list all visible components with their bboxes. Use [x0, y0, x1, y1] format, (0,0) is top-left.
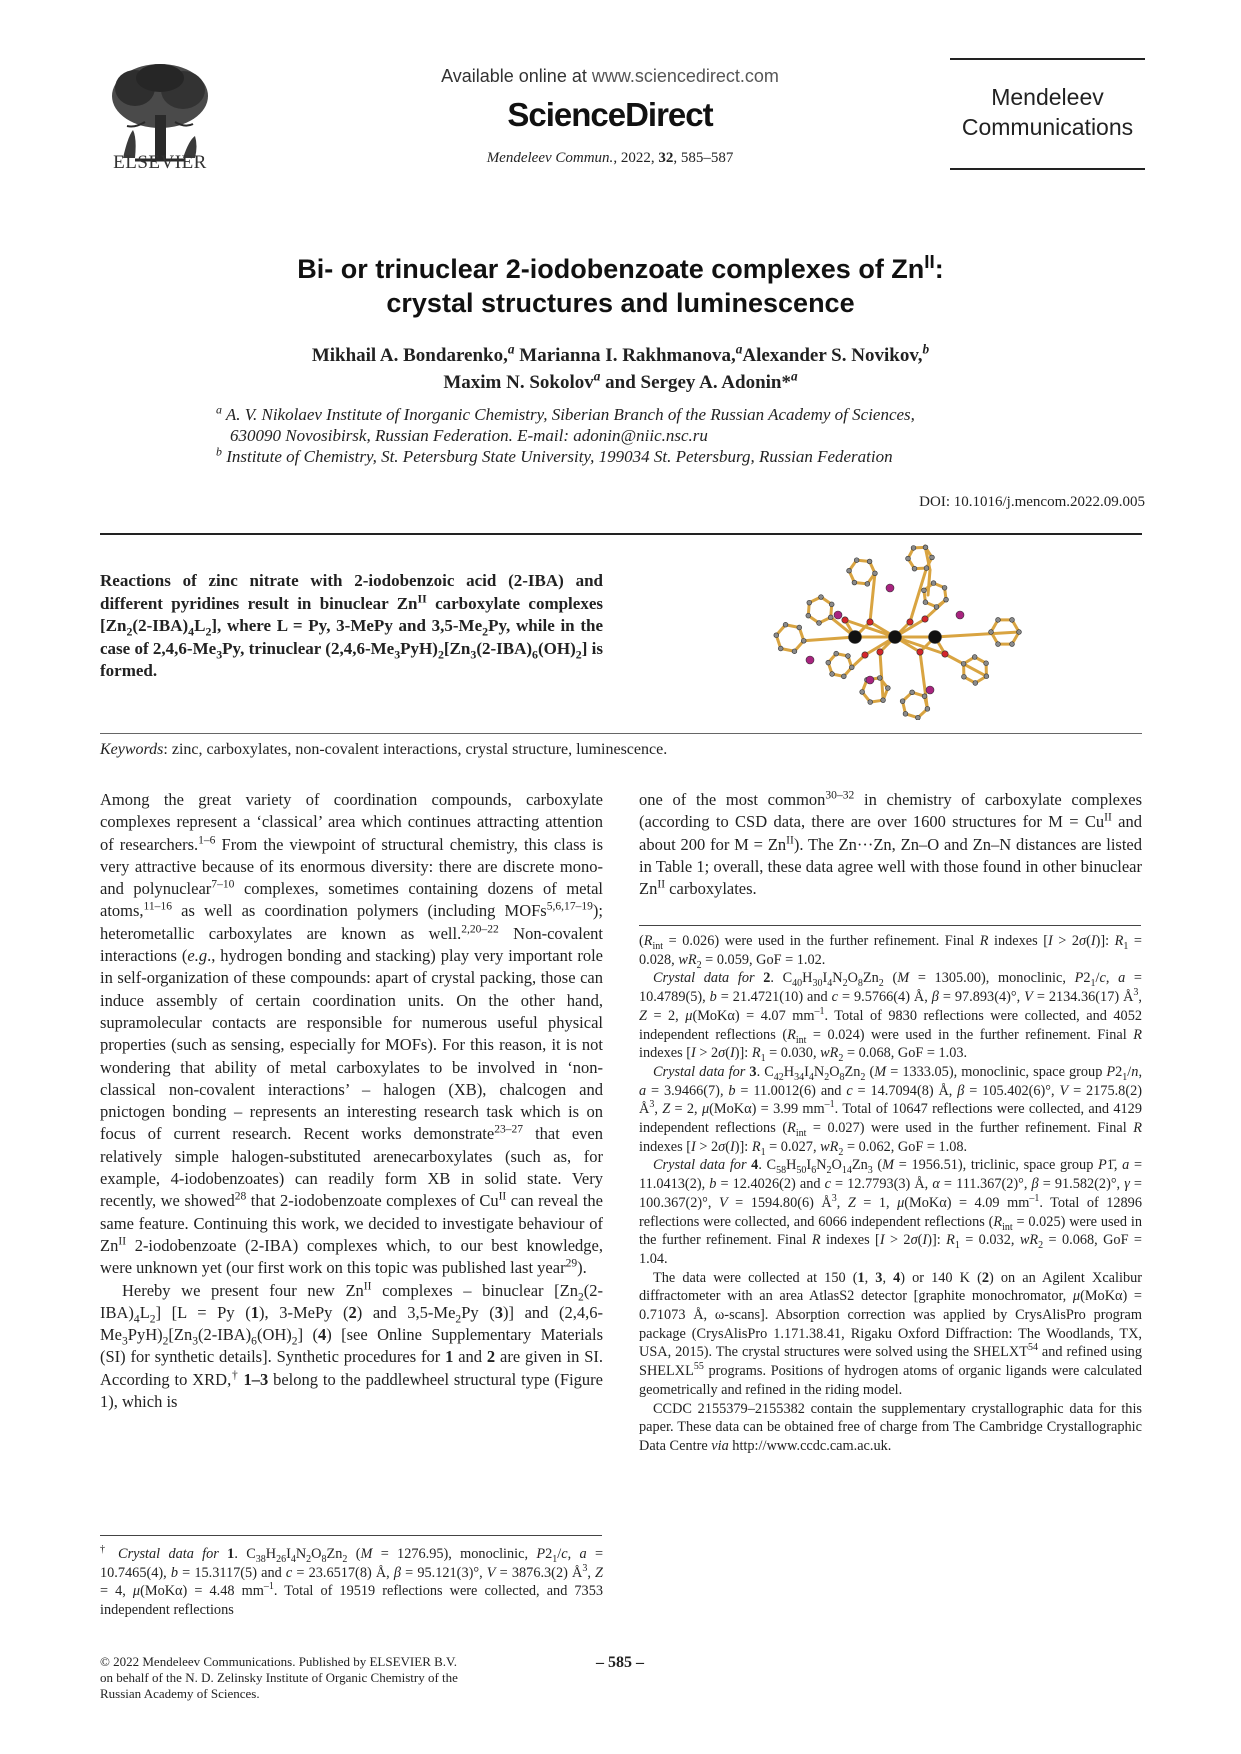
- copyright-line1: © 2022 Mendeleev Communications. Published by ELSEVIER B.V.: [100, 1654, 458, 1669]
- carbon-atom: [900, 699, 905, 704]
- zinc-atom: [849, 631, 862, 644]
- iodine-atom: [834, 611, 842, 619]
- carbon-atom: [910, 690, 915, 695]
- copyright-line3: Russian Academy of Sciences.: [100, 1686, 260, 1701]
- journal-name-line1: Mendeleev: [991, 84, 1104, 110]
- footnote-crystal-data-continued: [639, 932, 1142, 1456]
- carbon-atom: [984, 674, 989, 679]
- carbon-atom: [922, 694, 927, 699]
- oxygen-atom: [842, 617, 848, 623]
- title-line1: Bi- or trinuclear 2-iodobenzoate complexes of Zn: [297, 254, 925, 284]
- abstract-summary: Reactions of zinc nitrate with 2-iodobenzoic acid (2-IBA) and different pyridines result in binuclear $Zn^{II}$ carboxylate complexes $[Zn_2(2-IBA)_4L_2]$, where L = Py, 3-MePy and $3,5-Me_2Py$, while in the case of $2,4,6-Me_3Py$, trinuclear $(2,4,6-Me_3PyH)_2[Zn_3(2-IBA)_6(OH)_2]$ is formed.: [100, 571, 603, 680]
- molecule-atoms: [774, 545, 1022, 720]
- sciencedirect-url[interactable]: www.sciencedirect.com: [591, 66, 779, 86]
- paragraph: one of the most common$^{30-32}$ in chemistry of carboxylate complexes (according to CSD data, there are over 1600 structures for $M = Cu^{II}$ and about 200 for $M = Zn^{II}$). The Zn···Zn, Zn–O and Zn–N distances are listed in Table 1; overall, these data agree well with those found in other binuclear $Zn^{II}$ carboxylates.: [639, 789, 1143, 899]
- affiliation-mark: a: [216, 402, 222, 417]
- carbon-atom: [961, 674, 966, 679]
- carbon-atom: [984, 661, 989, 666]
- carbon-atom: [1017, 630, 1022, 635]
- carbon-atom: [930, 555, 935, 560]
- oxygen-atom: [942, 651, 948, 657]
- author-affiliation-mark: a: [593, 368, 601, 384]
- available-online-line: [380, 66, 840, 87]
- carbon-atom: [944, 597, 949, 602]
- author-affiliation-mark: a: [791, 368, 798, 384]
- carbon-atom: [925, 706, 930, 711]
- title-line2: crystal structures and luminescence: [386, 288, 855, 318]
- carbon-atom: [846, 654, 851, 659]
- footnote-paragraph: The data were collected at 150 (1, 3, 4) or 140 K (2) on an Agilent Xcalibur diffractometer with an area AtlasS2 detector [graphite monochromator, μ(MoKα) = 0.71073 Å, ω-scans]. Absorption correction was applied by CrysAlisPro program package (CrysAlisPro 1.171.38.41, Rigaku Oxford Diffraction: The Woodlands, TX, USA, 2015). The crystal structures were solved using the SHELXT$^{54}$ and refined using SHELXL$^{55}$ programs. Positions of hydrogen atoms of organic ligands were calculated geometrically and refined in the riding model.: [639, 1269, 1143, 1398]
- carbon-atom: [828, 615, 833, 620]
- author-list: [200, 342, 1041, 396]
- carbon-atom: [865, 581, 870, 586]
- carbon-atom: [996, 617, 1001, 622]
- bond: [804, 637, 855, 641]
- carbon-atom: [792, 649, 797, 654]
- carbon-atom: [826, 660, 831, 665]
- carbon-atom: [961, 661, 966, 666]
- author-name: Marianna I. Rakhmanova,: [519, 345, 736, 366]
- divider: [100, 733, 1142, 734]
- available-online-text: Available online at: [441, 66, 587, 86]
- copyright-notice: [100, 1654, 550, 1702]
- carbon-atom: [774, 633, 779, 638]
- iodine-atom: [956, 611, 964, 619]
- keywords: [100, 741, 1142, 759]
- title-superscript: II: [924, 252, 935, 273]
- footnote-crystal-data-1: [100, 1545, 603, 1620]
- footnote-divider: [100, 1535, 602, 1536]
- iodine-atom: [926, 686, 934, 694]
- zinc-atom: [929, 631, 942, 644]
- carbon-atom: [868, 700, 873, 705]
- affiliation-a-line1: A. V. Nikolaev Institute of Inorganic Chemistry, Siberian Branch of the Russian Academy of Sciences,: [225, 405, 915, 424]
- title-colon: :: [934, 254, 944, 284]
- oxygen-atom: [922, 616, 928, 622]
- carbon-atom: [915, 715, 920, 720]
- citation-journal: Mendeleev Commun.: [486, 150, 614, 166]
- oxygen-atom: [877, 649, 883, 655]
- carbon-atom: [806, 613, 811, 618]
- carbon-atom: [849, 665, 854, 670]
- divider: [100, 533, 1142, 535]
- carbon-atom: [931, 581, 936, 586]
- carbon-atom: [903, 711, 908, 716]
- carbon-atom: [885, 686, 890, 691]
- carbon-atom: [860, 690, 865, 695]
- sciencedirect-logo: ScienceDirect: [507, 96, 713, 133]
- carbon-atom: [830, 672, 835, 677]
- affiliation-b-line1: Institute of Chemistry, St. Petersburg State University, 199034 St. Petersburg, Russian Federation: [226, 447, 893, 466]
- journal-name: [950, 82, 1145, 142]
- oxygen-atom: [867, 619, 873, 625]
- carbon-atom: [934, 605, 939, 610]
- affiliation-mark: b: [216, 444, 222, 459]
- carbon-atom: [854, 558, 859, 563]
- author-affiliation-mark: a: [507, 341, 515, 357]
- carbon-atom: [911, 546, 916, 551]
- article-title: [200, 252, 1041, 320]
- zinc-atom: [889, 631, 902, 644]
- carbon-atom: [819, 595, 824, 600]
- bond: [928, 570, 930, 595]
- carbon-atom: [923, 600, 928, 605]
- keywords-label: Keywords: [100, 741, 164, 758]
- oxygen-atom: [907, 619, 913, 625]
- carbon-atom: [817, 621, 822, 626]
- footnote-paragraph: CCDC 2155379–2155382 contain the supplementary crystallographic data for this paper. These data can be obtained free of charge from The Cambridge Crystallographic Data Centre via http://www.ccdc.cam.ac.uk.: [639, 1400, 1142, 1454]
- author-name: and Sergey A. Adonin*: [605, 372, 791, 393]
- carbon-atom: [829, 602, 834, 607]
- body-text-left: [100, 789, 603, 1413]
- molecular-structure-figure: [750, 540, 1050, 720]
- footnote-paragraph: Crystal data for 3. $C_{42}H_{34}I_4N_2O_8Zn_2$ (M = 1333.05), monoclinic, space group $P2_1/n$, a = 3.9466(7), b = 11.0012(6) and c = 14.7094(8) Å, β = 105.402(6)°, V = 2175.8(2) $Å^3$, Z = 2, μ(MoKα) = 3.99 $mm^{-1}$. Total of 10647 reflections were collected, and 4129 independent reflections $(R_{int} = 0.027)$ were used in the further refinement. Final R indexes [I > 2σ(I)]: $R_1 = 0.027$, $wR_2 = 0.062$, GoF = 1.08.: [639, 1063, 1143, 1158]
- author-name: Mikhail A. Bondarenko,: [311, 345, 508, 366]
- footnote-paragraph: Crystal data for 2. $C_{40}H_{30}I_4N_2O_8Zn_2$ (M = 1305.00), monoclinic, $P2_1/c$, a = 10.4789(5), b = 21.4721(10) and c = 9.5766(4) Å, β = 97.893(4)°, V = 2134.36(17) $Å^3$, Z = 2, μ(MoKα) = 4.07 $mm^{-1}$. Total of 9830 reflections were collected, and 4052 independent reflections $(R_{int} = 0.024)$ were used in the further refinement. Final R indexes [I > 2σ(I)]: $R_1 = 0.030$, $wR_2 = 0.068$, GoF = 1.03.: [639, 970, 1142, 1065]
- iodine-atom: [886, 584, 894, 592]
- footnote-paragraph: $(R_{int} = 0.026)$ were used in the further refinement. Final R indexes [I > 2σ(I)]: $R_1 = 0.028$, $wR_2 = 0.059$, GoF = 1.02.: [639, 933, 1142, 971]
- journal-name-line2: Communications: [961, 114, 1134, 140]
- affiliation-a-line2: 630090 Novosibirsk, Russian Federation. E-mail: adonin@niic.nsc.ru: [230, 426, 708, 445]
- carbon-atom: [877, 676, 882, 681]
- author-affiliation-mark: a: [735, 341, 743, 357]
- paragraph: Hereby we present four new $Zn^{II}$ complexes – binuclear $[Zn_2(2-IBA)_4L_2] [L = Py$ (1), 3-MePy (2) and $3,5-Me_2Py$ (3)] and $(2,4,6-Me_3PyH)_2[Zn_3(2-IBA)_6(OH)_2]$ (4) [see Online Supplementary Materials (SI) for synthetic details]. Synthetic procedures for 1 and 2 are given in SI. According to XRD,† 1–3 belong to the paddlewheel structural type (Figure 1), which is: [100, 1280, 604, 1412]
- carbon-atom: [973, 681, 978, 686]
- carbon-atom: [841, 674, 846, 679]
- publisher-name: ELSEVIER: [113, 152, 207, 173]
- carbon-atom: [797, 625, 802, 630]
- citation-year: , 2022,: [613, 150, 659, 166]
- footnote-paragraph: † Crystal data for 1. $C_{38}H_{26}I_4N_2O_8Zn_2$ (M = 1276.95), monoclinic, $P2_1/c$, a = 10.7465(4), b = 15.3117(5) and c = 23.6517(8) Å, β = 95.121(3)°, V = 3876.3(2) $Å^3$, Z = 4, μ(MoKα) = 4.48 $mm^{-1}$. Total of 19519 reflections were collected, and 7353 independent reflections: [100, 1544, 604, 1619]
- carbon-atom: [972, 655, 977, 660]
- oxygen-atom: [862, 652, 868, 658]
- footnote-divider: [639, 925, 1141, 926]
- page-number: – 585 –: [596, 1654, 644, 1671]
- carbon-atom: [923, 545, 928, 550]
- doi[interactable]: DOI: 10.1016/j.mencom.2022.09.005: [919, 494, 1145, 510]
- carbon-atom: [922, 588, 927, 593]
- carbon-atom: [847, 568, 852, 573]
- carbon-atom: [801, 638, 806, 643]
- carbon-atom: [924, 566, 929, 571]
- carbon-atom: [942, 585, 947, 590]
- paragraph: Among the great variety of coordination compounds, carboxylate complexes represent a ‘classical’ area which continues attracting attention of researchers.$^{1-6}$ From the viewpoint of structural chemistry, this class is very attractive because of its enormous diversity: there are discrete mono- and polynuclear$^{7-10}$ complexes, sometimes containing dozens of metal atoms,$^{11-16}$ as well as coordination polymers (including MOFs$^{5,6,17-19}$); heterometallic carboxylates are known as well.$^{2,20-22}$ Non-covalent interactions (e.g., hydrogen bonding and stacking) play very important role in self-organization of these compounds: apart of crystal packing, those can induce assembly of certain coordination units. On the other hand, supramolecular contacts are responsible for numerous useful physical properties (such as sensing, especially for MOFs). For this reason, it is not wondering that ability of metal carboxylates to be involved in ‘non-classical non-covalent interactions’ – halogen (XB), chalcogen and pnictogen bonding – represents an interesting research task which is on focus of current research. Recent works demonstrate$^{23-27}$ that even relatively simple halogen-substituted arenecarboxylates (such as, for example, 4-iodobenzoates) can readily form XB in solid state. Very recently, we showed$^{28}$ that 2-iodobenzoate complexes of $Cu^{II}$ can reveal the same feature. Continuing this work, we decided to investigate behaviour of $Zn^{II}$ 2-iodobenzoate (2-IBA) complexes which, to our best knowledge, were unknown yet (our first work on this topic was published last year$^{29}$).: [100, 790, 604, 1278]
- carbon-atom: [1010, 642, 1015, 647]
- carbon-atom: [906, 556, 911, 561]
- affiliation-a: [216, 404, 1066, 446]
- citation-volume: 32: [658, 150, 674, 166]
- carbon-atom: [912, 566, 917, 571]
- carbon-atom: [852, 580, 857, 585]
- copyright-line2: on behalf of the N. D. Zelinsky Institute of Organic Chemistry of the: [100, 1670, 458, 1685]
- carbon-atom: [873, 571, 878, 576]
- carbon-atom: [996, 642, 1001, 647]
- iodine-atom: [866, 676, 874, 684]
- keywords-list: : zinc, carboxylates, non-covalent interactions, crystal structure, luminescence.: [163, 741, 668, 758]
- carbon-atom: [867, 559, 872, 564]
- body-text-right: [639, 789, 1142, 900]
- citation-pages: , 585–587: [673, 150, 734, 166]
- carbon-atom: [989, 630, 994, 635]
- author-name: Alexander S. Novikov,: [742, 345, 923, 366]
- footnote-paragraph: Crystal data for 4. $C_{58}H_{50}I_6N_2O_{14}Zn_3$ (M = 1956.51), triclinic, space group P1̄, a = 11.0413(2), b = 12.4026(2) and c = 12.7793(3) Å, α = 111.367(2)°, β = 91.582(2)°, γ = 100.367(2)°, V = 1594.80(6) $Å^3$, Z = 1, μ(MoKα) = 4.09 $mm^{-1}$. Total of 12896 reflections were collected, and 6066 independent reflections $(R_{int} = 0.025)$ were used in the further refinement. Final R indexes [I > 2σ(I)]: $R_1 = 0.032$, $wR_2 = 0.068$, GoF = 1.04.: [639, 1157, 1143, 1267]
- carbon-atom: [834, 651, 839, 656]
- carbon-atom: [1010, 617, 1015, 622]
- affiliation-b: [216, 446, 1066, 467]
- oxygen-atom: [917, 649, 923, 655]
- iodine-atom: [806, 656, 814, 664]
- citation-line: [380, 150, 840, 167]
- author-affiliation-mark: b: [922, 341, 930, 357]
- bond: [935, 632, 1019, 637]
- carbon-atom: [783, 622, 788, 627]
- carbon-atom: [778, 646, 783, 651]
- carbon-atom: [881, 698, 886, 703]
- bond: [920, 652, 927, 709]
- author-name: Maxim N. Sokolov: [443, 372, 594, 393]
- carbon-atom: [807, 600, 812, 605]
